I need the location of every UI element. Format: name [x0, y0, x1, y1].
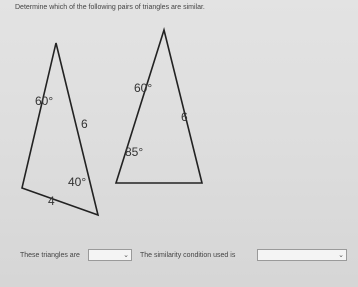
similarity-select[interactable]	[88, 249, 132, 261]
answer-text-middle: The similarity condition used is	[140, 252, 236, 259]
right-angle-left-label: 85°	[125, 145, 144, 159]
right-triangle	[116, 30, 202, 183]
right-side-right-label: 6	[181, 110, 188, 124]
left-side-bottom-label: 4	[48, 194, 55, 208]
similarity-condition-select[interactable]	[257, 249, 347, 261]
question-prompt: Determine which of the following pairs of triangles are similar.	[15, 4, 205, 11]
left-angle-top-label: 60°	[35, 94, 54, 108]
left-side-right-label: 6	[81, 117, 88, 131]
chevron-down-icon: ⌄	[123, 252, 129, 259]
answer-text-before: These triangles are	[20, 252, 80, 259]
chevron-down-icon: ⌄	[338, 252, 344, 259]
answer-row	[20, 249, 358, 265]
right-angle-top-label: 60°	[134, 81, 153, 95]
left-angle-bottom-label: 40°	[68, 175, 87, 189]
